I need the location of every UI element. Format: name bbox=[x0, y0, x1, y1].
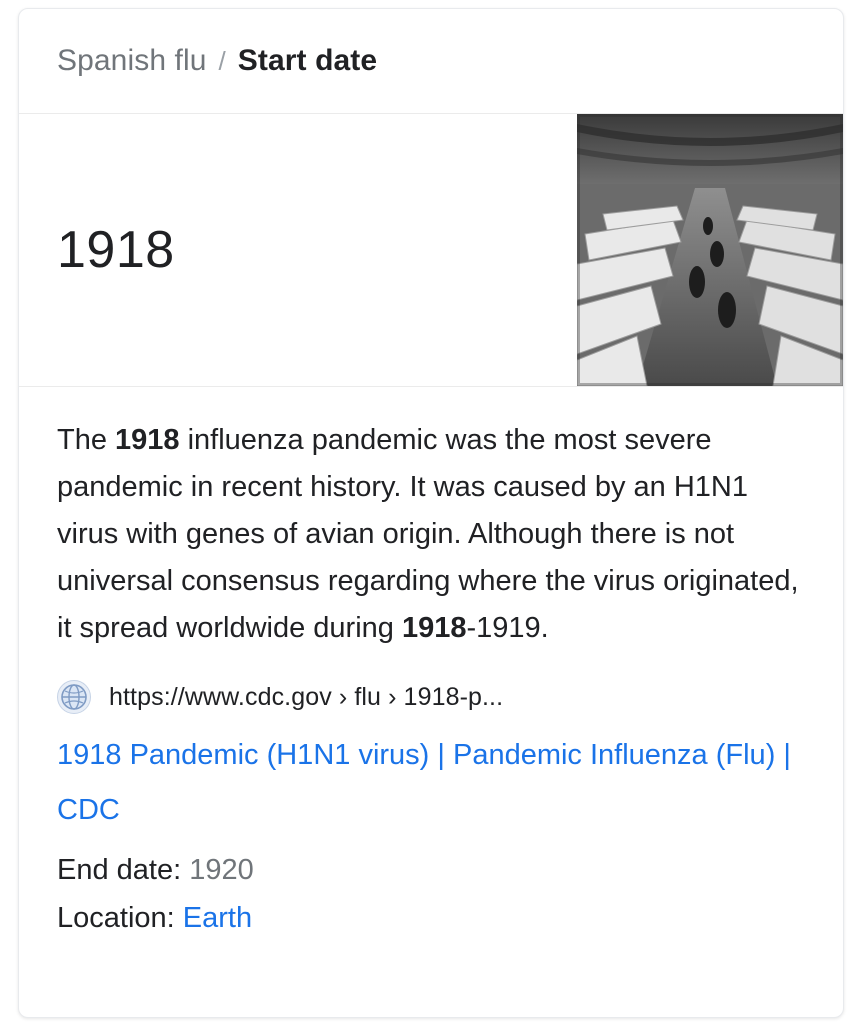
description-paragraph bbox=[19, 387, 843, 652]
fact-row-end-date bbox=[57, 846, 805, 894]
result-title-link[interactable] bbox=[19, 714, 843, 838]
breadcrumb bbox=[19, 9, 843, 114]
fact-label-location: Location: bbox=[57, 902, 175, 934]
description-bold-2: 1918 bbox=[401, 612, 467, 644]
breadcrumb-separator: / bbox=[218, 45, 226, 76]
breadcrumb-attribute: Start date bbox=[237, 44, 378, 77]
fact-label-end-date: End date: bbox=[57, 854, 182, 886]
description-text-1: The bbox=[57, 424, 116, 456]
result-title-anchor[interactable]: 1918 Pandemic (H1N1 virus) | Pandemic Influenza (Flu) | CDC bbox=[57, 739, 791, 826]
answer-value: 1918 bbox=[57, 221, 175, 279]
source-line[interactable] bbox=[19, 652, 843, 714]
fact-value-end-date: 1920 bbox=[189, 854, 254, 886]
fact-row-location bbox=[57, 894, 805, 942]
fact-value-location[interactable]: Earth bbox=[182, 902, 253, 934]
answer-row bbox=[19, 114, 843, 387]
globe-icon bbox=[57, 680, 91, 714]
description-bold-1: 1918 bbox=[115, 424, 180, 456]
description-text-3: -1919. bbox=[466, 612, 549, 644]
facts-list bbox=[19, 838, 843, 942]
description-text-2: influenza pandemic was the most severe pandemic in recent history. It was caused by an H1N1 virus with genes of avian origin. Although there is not universal consensus regarding where the virus originated, it spread worldwide during bbox=[57, 424, 799, 644]
breadcrumb-entity[interactable]: Spanish flu bbox=[57, 44, 207, 77]
knowledge-panel-card bbox=[18, 8, 844, 1018]
source-url[interactable]: https://www.cdc.gov › flu › 1918-p... bbox=[109, 682, 504, 711]
answer-thumbnail-image[interactable] bbox=[577, 114, 843, 386]
